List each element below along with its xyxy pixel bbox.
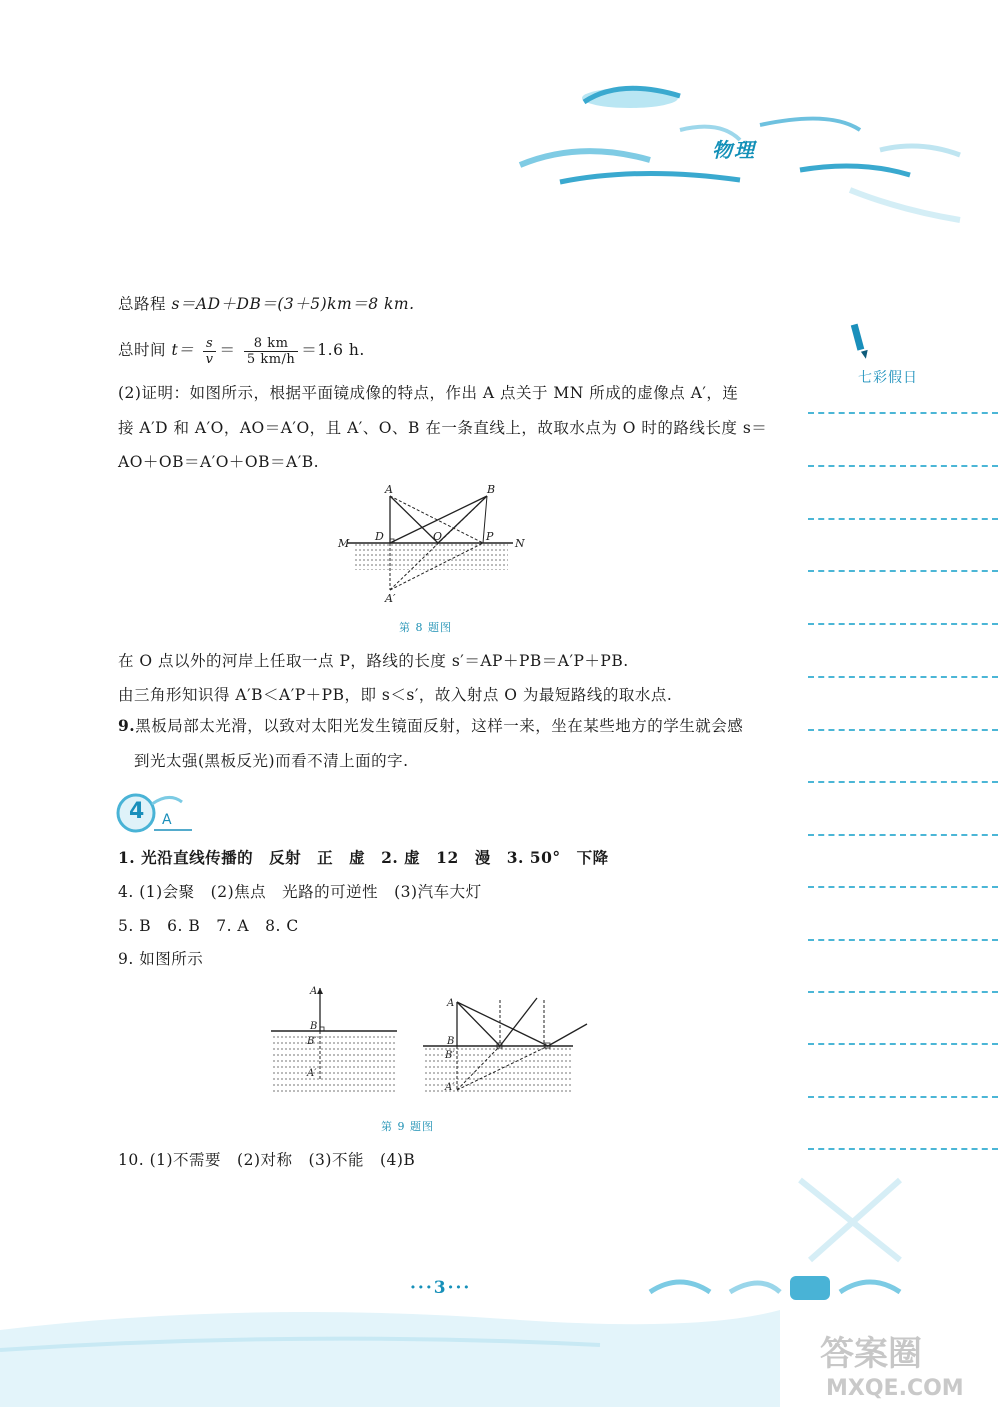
ruled-line (808, 1043, 998, 1045)
fig8-label-m: M (338, 537, 350, 550)
fig9-left-label-b-prime: B′ (307, 1036, 317, 1047)
footer-brush-decoration (640, 1262, 920, 1312)
proof-line-1: (2)证明：如图所示，根据平面镜成像的特点，作出 A 点关于 MN 所成的虚像点 A′，连 (118, 384, 739, 402)
after-fig8-line-1: 在 O 点以外的河岸上任取一点 P，路线的长度 s′＝AP＋PB＝A′P＋PB. (118, 652, 629, 670)
ruled-line (808, 991, 998, 993)
proof-line-3: AO＋OB＝A′O＋OB＝A′B. (118, 453, 320, 471)
question-9-line-2: 到光太强(黑板反光)而看不清上面的字. (134, 752, 409, 770)
time-symbol: t＝ (171, 341, 195, 359)
total-time-line: 总时间 t＝ $\frac{s}{v}$ ＝ $\frac{8 km}{5 km/h}$ ＝1.6 h. (118, 335, 365, 367)
fig9-right-label-b: B (447, 1036, 455, 1047)
s-over-v-fraction: $\frac{s}{v}$ (203, 336, 217, 367)
section-number: 4 (129, 799, 145, 824)
fig8-label-b: B (487, 483, 496, 496)
section-letter: A (162, 812, 172, 828)
fig9-right-label-a: A (447, 998, 455, 1009)
answers-1-3: 1. 光沿直线传播的 反射 正 虚 2. 虚 12 漫 3. 50° 下降 (118, 848, 609, 867)
page-number: ···3··· (410, 1278, 472, 1298)
ruled-line (808, 834, 998, 836)
fig8-label-p: P (486, 530, 494, 543)
section-badge-icon (114, 790, 194, 836)
fig8-label-d: D (375, 530, 384, 543)
ruled-line (808, 465, 998, 467)
fig8-label-n: N (515, 537, 525, 550)
distance-over-speed-fraction: $\frac{8 km}{5 km/h}$ (244, 336, 298, 367)
figure-9-diagram (265, 980, 595, 1100)
figure-8-diagram (335, 478, 535, 608)
fig8-label-o: O (433, 530, 443, 543)
ruled-line (808, 729, 998, 731)
time-result: ＝1.6 h. (301, 341, 365, 359)
ruled-line (808, 623, 998, 625)
ruled-line (808, 412, 998, 414)
fig9-right-label-a-prime: A′ (445, 1082, 455, 1093)
watermark-url: MXQE.COM (826, 1376, 964, 1401)
question-9-line-1: 9.黑板局部太光滑，以致对太阳光发生镜面反射，这样一来，坐在某些地方的学生就会感 (118, 716, 744, 735)
after-fig8-line-2: 由三角形知识得 A′B＜A′P＋PB，即 s＜s′，故入射点 O 为最短路线的取水点. (118, 686, 673, 704)
fig9-left-label-a-prime: A′ (307, 1068, 317, 1079)
fig8-label-a: A (385, 483, 393, 496)
ruled-line (808, 939, 998, 941)
total-distance-line (118, 294, 415, 314)
footer-cross-decoration (790, 1170, 910, 1270)
total-time-label: 总时间 (118, 341, 172, 359)
fig8-label-a-prime: A′ (385, 592, 396, 605)
ruled-line (808, 1148, 998, 1150)
watermark-logo: 答案圈 (820, 1334, 922, 1374)
section-header (114, 790, 194, 836)
fig9-right-label-b-prime: B′ (445, 1050, 455, 1061)
fig9-left-label-a: A (310, 986, 318, 997)
ruled-line (808, 518, 998, 520)
ruled-line (808, 570, 998, 572)
answer-10: 10. (1)不需要 (2)对称 (3)不能 (4)B (118, 1151, 416, 1169)
answer-9: 9. 如图所示 (118, 950, 204, 968)
ruled-line (808, 1096, 998, 1098)
figure-8-caption: 第 8 题图 (399, 621, 452, 634)
proof-line-2: 接 A′D 和 A′O，AO＝A′O，且 A′、O、B 在一条直线上，故取水点为 O 时的路线长度 s＝ (118, 419, 768, 437)
sidebar-label: 七彩假日 (858, 370, 918, 386)
ruled-line (808, 886, 998, 888)
answers-5-8: 5. B 6. B 7. A 8. C (118, 917, 299, 935)
header-subject: 物理 (712, 138, 756, 162)
figure-9-caption: 第 9 题图 (381, 1120, 434, 1133)
total-distance-label: 总路程 (118, 295, 172, 313)
ruled-line (808, 781, 998, 783)
answer-4: 4. (1)会聚 (2)焦点 光路的可逆性 (3)汽车大灯 (118, 883, 482, 901)
ruled-line (808, 676, 998, 678)
fig9-left-label-b: B (310, 1021, 318, 1032)
total-distance-formula: s＝AD＋DB＝(3＋5)km＝8 km. (171, 295, 415, 313)
pencil-icon (848, 322, 868, 366)
